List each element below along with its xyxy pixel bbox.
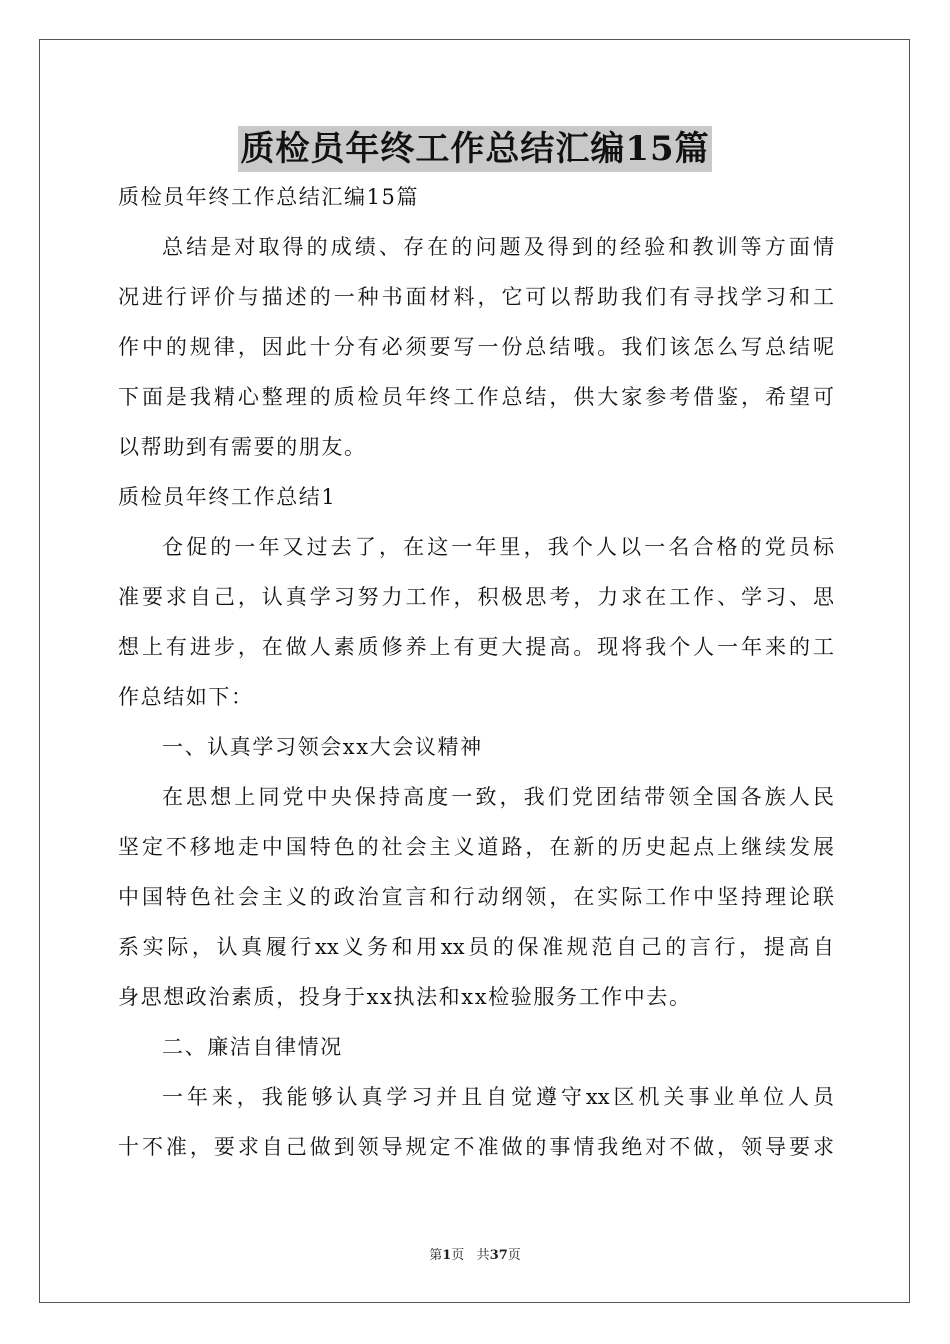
text-line: 况进行评价与描述的一种书面材料，它可以帮助我们有寻找学习和工 bbox=[118, 285, 834, 309]
total-suffix: 页 bbox=[507, 1248, 521, 1263]
text-line: 下面是我精心整理的质检员年终工作总结，供大家参考借鉴，希望可 bbox=[118, 385, 834, 409]
page-suffix: 页 bbox=[451, 1248, 465, 1263]
text-line: 身思想政治素质，投身于xx执法和xx检验服务工作中去。 bbox=[118, 985, 692, 1009]
text-line: 系实际，认真履行xx义务和用xx员的保准规范自己的言行，提高自 bbox=[118, 935, 834, 959]
title-area bbox=[0, 126, 950, 172]
text-line: 一、认真学习领会xx大会议精神 bbox=[162, 735, 483, 759]
text-line: 想上有进步，在做人素质修养上有更大提高。现将我个人一年来的工 bbox=[118, 635, 834, 659]
text-line: 质检员年终工作总结1 bbox=[118, 485, 337, 509]
text-line: 准要求自己，认真学习努力工作，积极思考，力求在工作、学习、思 bbox=[118, 585, 834, 609]
text-line: 总结是对取得的成绩、存在的问题及得到的经验和教训等方面情 bbox=[162, 235, 834, 259]
text-line: 一年来，我能够认真学习并且自觉遵守xx区机关事业单位人员 bbox=[162, 1085, 834, 1109]
document-title: 质检员年终工作总结汇编15篇 bbox=[238, 126, 711, 172]
total-prefix: 共 bbox=[476, 1248, 490, 1263]
total-pages: 37 bbox=[489, 1248, 508, 1263]
page-prefix: 第 bbox=[429, 1248, 443, 1263]
text-line: 作中的规律，因此十分有必须要写一份总结哦。我们该怎么写总结呢 bbox=[118, 335, 834, 359]
page-number: 1 bbox=[442, 1248, 452, 1263]
text-line: 作总结如下： bbox=[118, 685, 254, 709]
text-line: 十不准，要求自己做到领导规定不准做的事情我绝对不做，领导要求 bbox=[118, 1135, 834, 1159]
text-line: 以帮助到有需要的朋友。 bbox=[118, 435, 367, 459]
text-line: 在思想上同党中央保持高度一致，我们党团结带领全国各族人民 bbox=[162, 785, 834, 809]
document-body bbox=[118, 172, 834, 1172]
text-line: 二、廉洁自律情况 bbox=[162, 1035, 343, 1059]
text-line: 仓促的一年又过去了，在这一年里，我个人以一名合格的党员标 bbox=[162, 535, 834, 559]
text-line: 坚定不移地走中国特色的社会主义道路，在新的历史起点上继续发展 bbox=[118, 835, 834, 859]
page-footer bbox=[0, 1244, 950, 1263]
text-line: 中国特色社会主义的政治宣言和行动纲领，在实际工作中坚持理论联 bbox=[118, 885, 834, 909]
text-line: 质检员年终工作总结汇编15篇 bbox=[118, 185, 420, 209]
